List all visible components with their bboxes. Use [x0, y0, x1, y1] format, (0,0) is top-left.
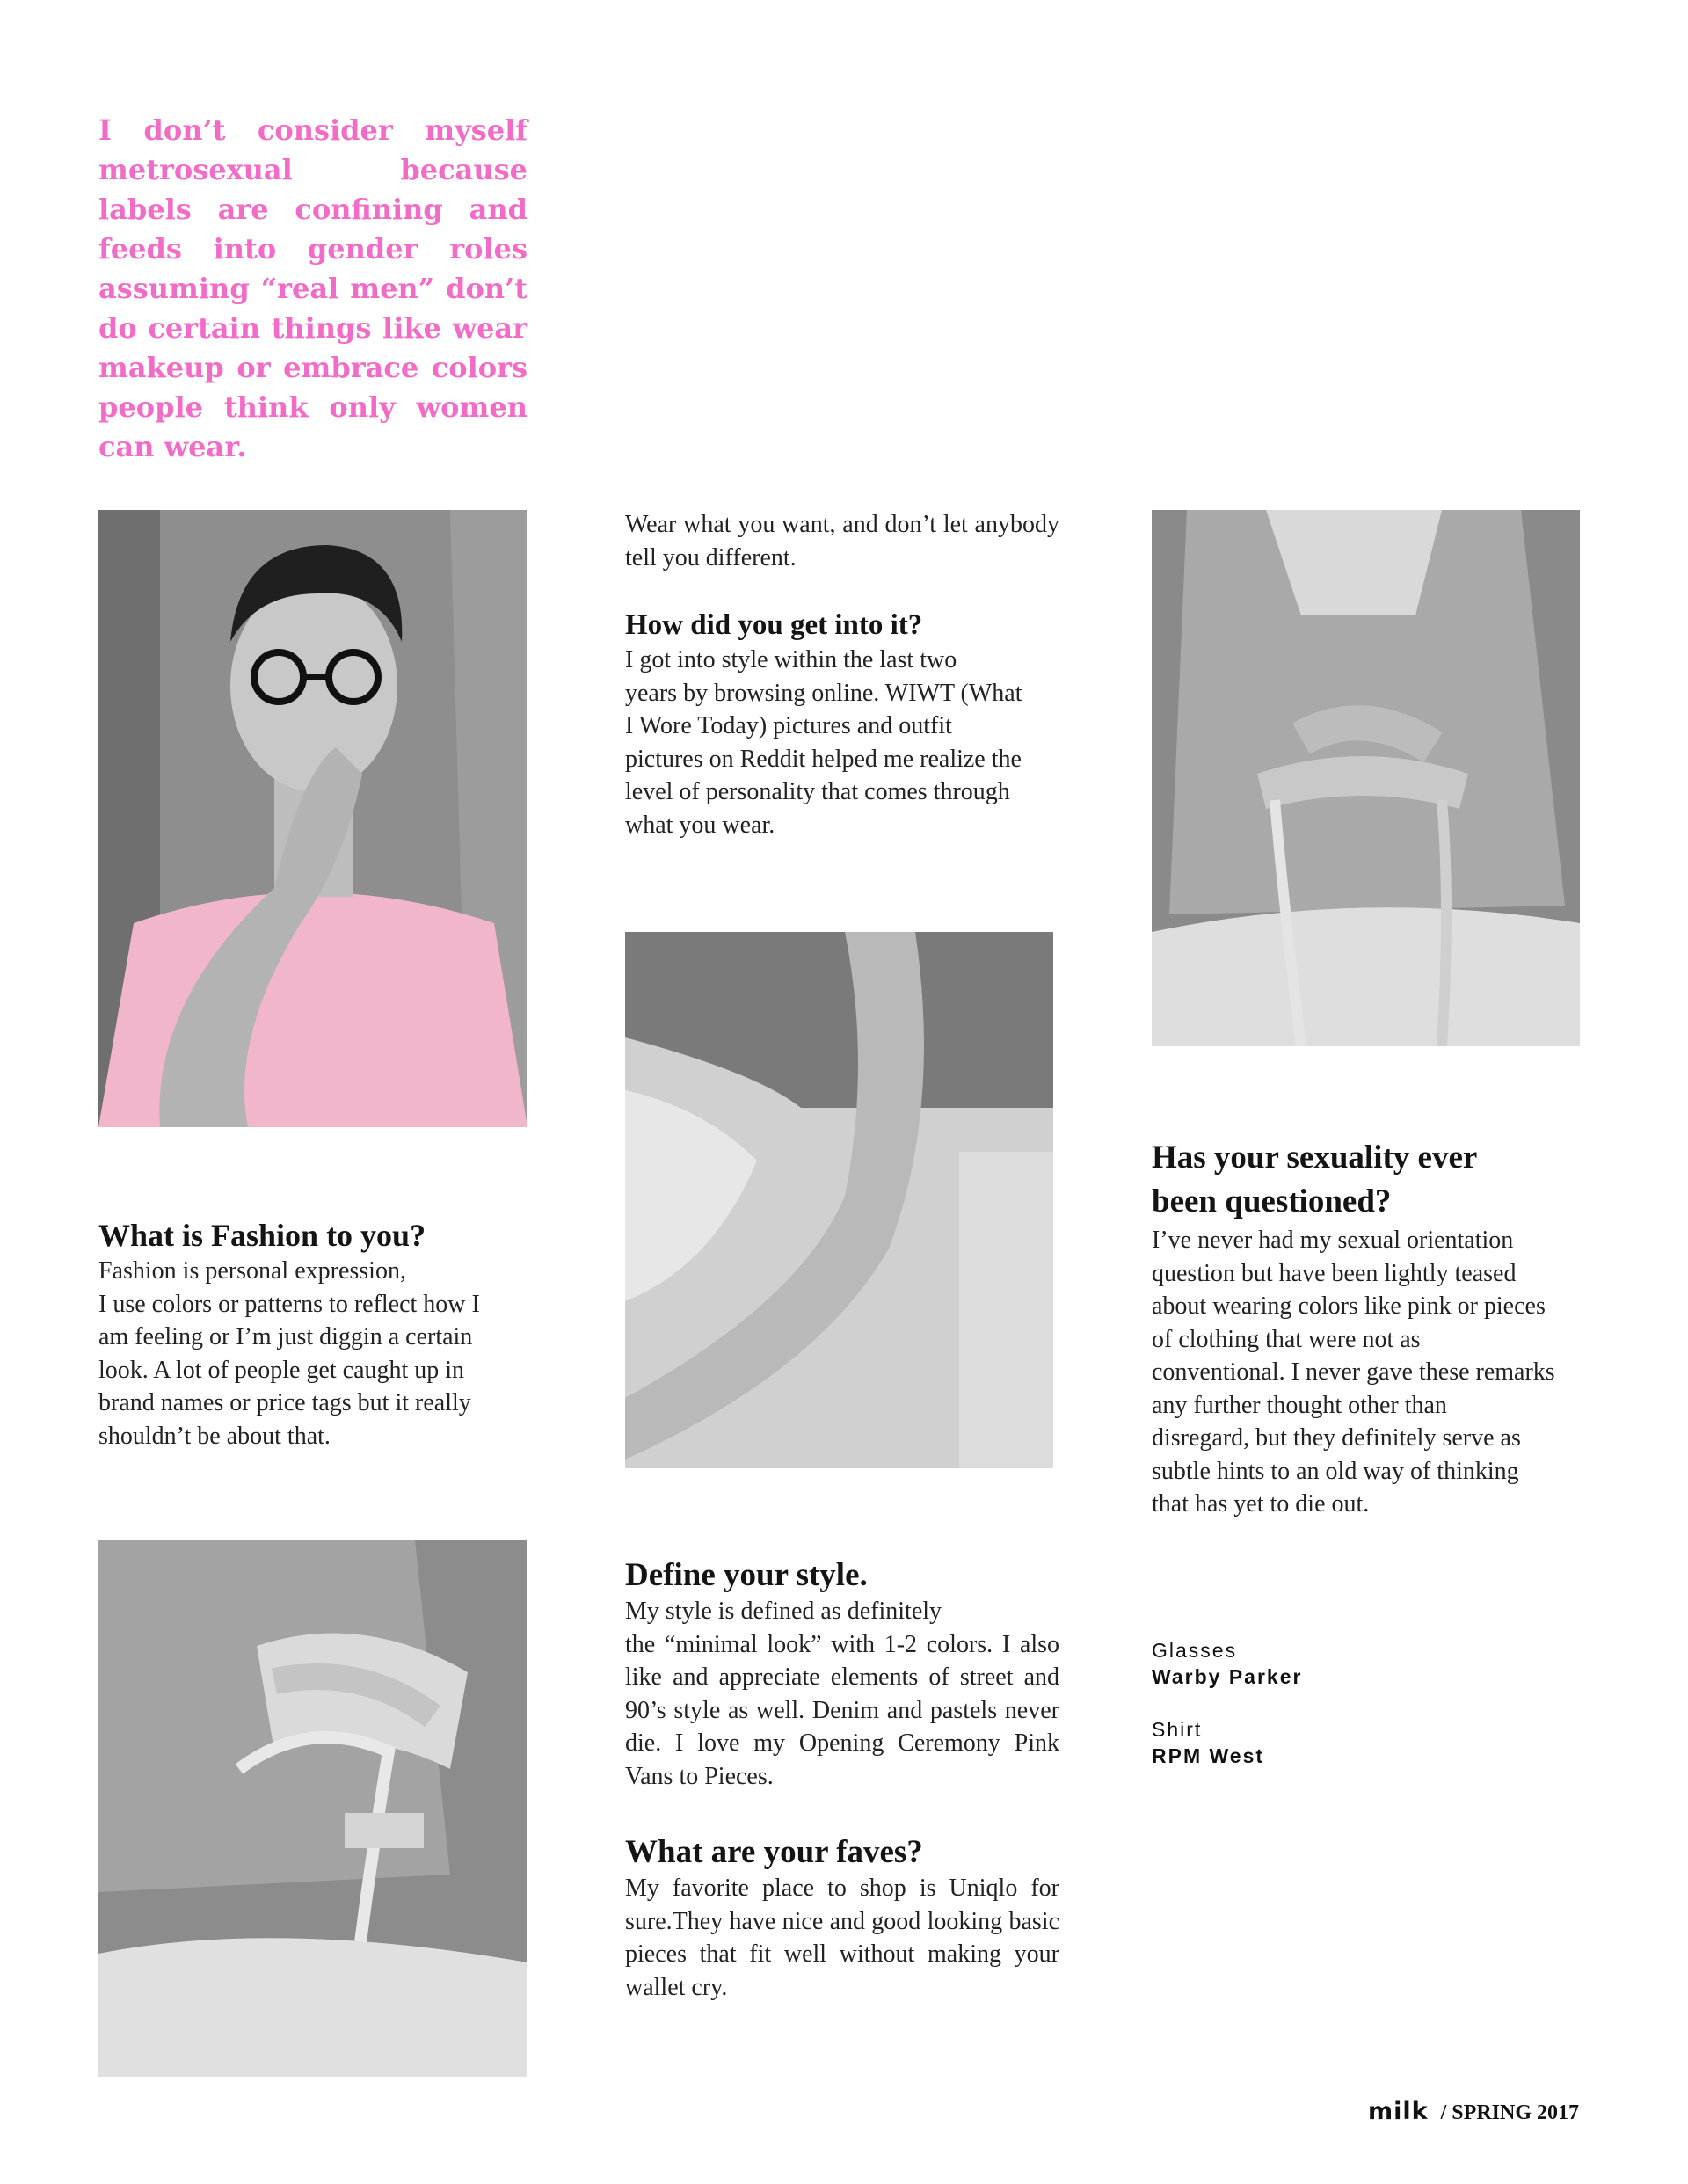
question-faves: What are your faves? [625, 1834, 923, 1870]
answer-style: the “minimal look” with 1-2 colors. I also like and appreciate elements of street and 90’s style as well. Denim and pastels never die. I love my Opening Ceremony Pink Vans to Pieces. [625, 1630, 1059, 1790]
answer-fashion [98, 1255, 538, 1452]
issue-label: / SPRING 2017 [1440, 2101, 1579, 2124]
section-how [625, 607, 1059, 841]
answer-line: of clothing that were not as [1152, 1325, 1421, 1353]
section-style [625, 1556, 1059, 1793]
section-faves [625, 1833, 1059, 2004]
question-line: Has your sexuality ever [1152, 1139, 1478, 1176]
arm-photo [625, 932, 1053, 1468]
answer-line: any further thought other than [1152, 1391, 1447, 1419]
chair-photo-left [98, 1540, 528, 2077]
intro-text: Wear what you want, and don’t let anybody tell you different. [625, 511, 1059, 571]
answer-line: Fashion is personal expression, [98, 1257, 406, 1285]
answer-line: what you wear. [625, 811, 775, 839]
credit-item: Glasses [1152, 1639, 1238, 1662]
portrait-photo [98, 510, 528, 1127]
answer-how [625, 644, 1059, 841]
answer-line: that has yet to die out. [1152, 1490, 1370, 1518]
answer-faves: My favorite place to shop is Uniqlo for sure.They have nice and good looking basic pieces that fit well without making your wallet cry. [625, 1875, 1059, 2001]
question-fashion: What is Fashion to you? [98, 1218, 426, 1253]
answer-line: I’ve never had my sexual orientation [1152, 1227, 1514, 1254]
answer-line: pictures on Reddit helped me realize the [625, 745, 1022, 773]
answer-line: about wearing colors like pink or pieces [1152, 1292, 1546, 1320]
section-fashion [98, 1216, 538, 1452]
answer-line: look. A lot of people get caught up in [98, 1356, 465, 1384]
answer-line: am feeling or I’m just diggin a certain [98, 1323, 473, 1350]
answer-line: I got into style within the last two [625, 646, 957, 673]
answer-line: disregard, but they definitely serve as [1152, 1424, 1521, 1452]
answer-sexuality [1152, 1224, 1609, 1521]
question-style: Define your style. [625, 1557, 868, 1593]
answer-line: question but have been lightly teased [1152, 1259, 1517, 1287]
question-line: been questioned? [1152, 1183, 1392, 1219]
answer-line: I use colors or patterns to reflect how I [98, 1290, 480, 1318]
answer-line: level of personality that comes through [625, 778, 1010, 805]
answer-line: subtle hints to an old way of thinking [1152, 1457, 1519, 1485]
answer-style-first-line: My style is defined as definitely [625, 1598, 942, 1625]
question-sexuality [1152, 1136, 1609, 1224]
section-sexuality [1152, 1136, 1609, 1521]
credit-brand: Warby Parker [1152, 1665, 1303, 1688]
answer-line: brand names or price tags but it really [98, 1389, 471, 1416]
credit-item: Shirt [1152, 1718, 1203, 1741]
credit-brand: RPM West [1152, 1744, 1265, 1767]
answer-line: shouldn’t be about that. [98, 1422, 331, 1450]
magazine-logo: milk [1368, 2098, 1429, 2125]
answer-line: conventional. I never gave these remarks [1152, 1358, 1555, 1386]
chair-photo-right [1152, 510, 1580, 1046]
page-footer [1368, 2098, 1579, 2125]
outfit-credits [1152, 1637, 1415, 1769]
answer-line: years by browsing online. WIWT (What [625, 679, 1022, 707]
answer-line: I Wore Today) pictures and outfit [625, 712, 952, 739]
pull-quote: I don’t consider myself metrosexual because labels are confining and feeds into gender roles assuming “real men” don’t do certain things like wear makeup or embrace colors people think only women can wear. [98, 113, 528, 463]
question-how: How did you get into it? [625, 609, 923, 641]
